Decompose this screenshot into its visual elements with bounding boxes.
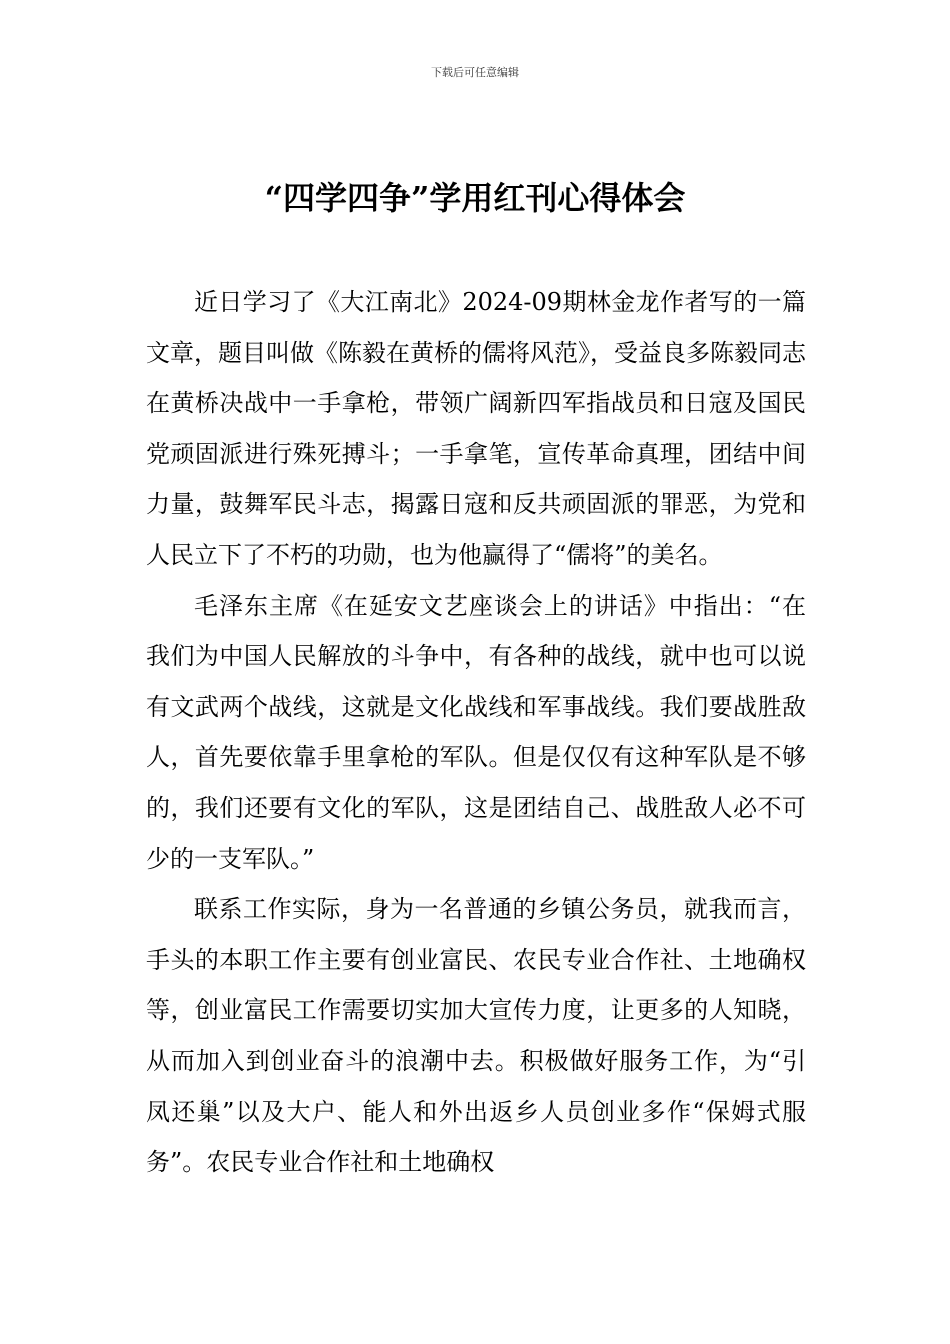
header-note: 下载后可任意编辑	[431, 66, 519, 79]
document-body	[146, 277, 806, 1188]
document-title: “四学四争”学用红刊心得体会	[264, 179, 686, 217]
paragraph-3: 联系工作实际，身为一名普通的乡镇公务员，就我而言，手头的本职工作主要有创业富民、农民专业合作社、土地确权等，创业富民工作需要切实加大宣传力度，让更多的人知晓，从而加入到创业奋斗的浪潮中去。积极做好服务工作，为“引凤还巢”以及大户、能人和外出返乡人员创业多作“保姆式服务”。农民专业合作社和土地确权	[146, 895, 806, 1177]
paragraph-1: 近日学习了《大江南北》2024-09期林金龙作者写的一篇文章，题目叫做《陈毅在黄桥的儒将风范》，受益良多陈毅同志在黄桥决战中一手拿枪，带领广阔新四军指战员和日寇及国民党顽固派进行殊死搏斗；一手拿笔，宣传革命真理，团结中间力量，鼓舞军民斗志，揭露日寇和反共顽固派的罪恶，为党和人民立下了不朽的功勋，也为他赢得了“儒将”的美名。	[146, 288, 806, 569]
paragraph-2: 毛泽东主席《在延安文艺座谈会上的讲话》中指出：“在我们为中国人民解放的斗争中，有各种的战线，就中也可以说有文武两个战线，这就是文化战线和军事战线。我们要战胜敌人，首先要依靠手里拿枪的军队。但是仅仅有这种军队是不够的，我们还要有文化的军队，这是团结自己、战胜敌人必不可少的一支军队。”	[146, 591, 806, 873]
